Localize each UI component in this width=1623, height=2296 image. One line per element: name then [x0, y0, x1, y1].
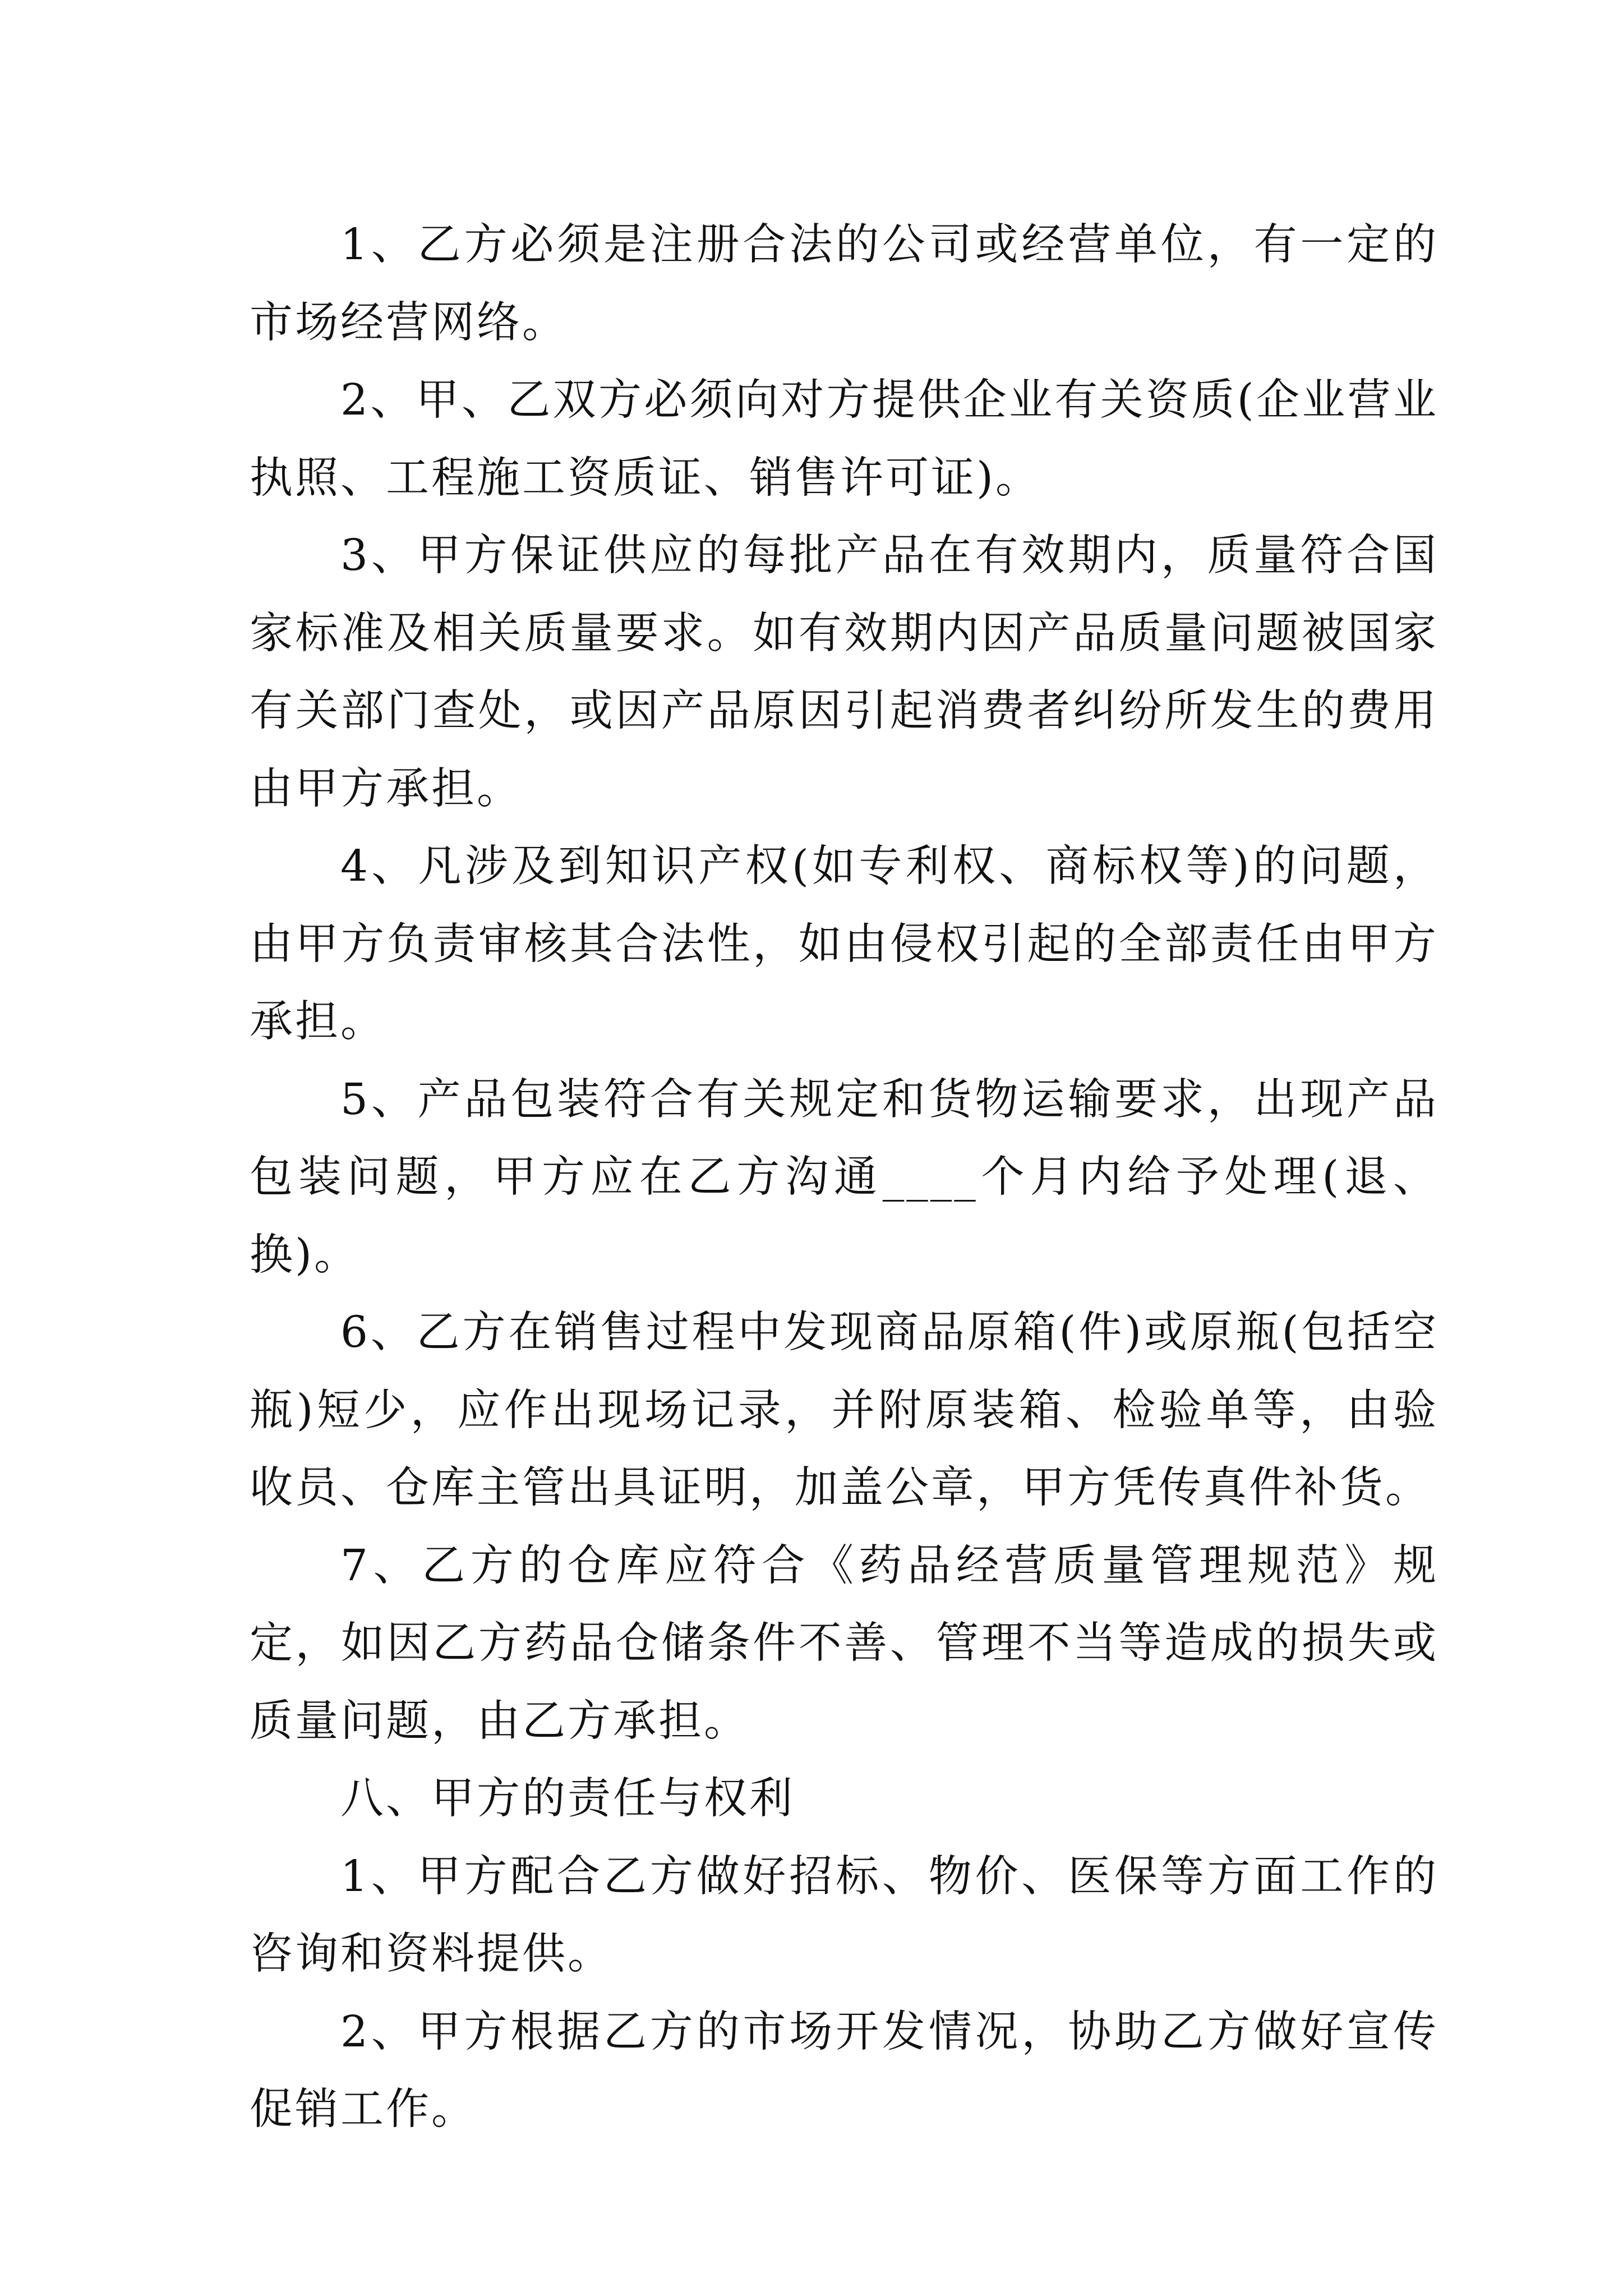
clause-2-credentials: 2、甲、乙双方必须向对方提供企业有关资质(企业营业执照、工程施工资质证、销售许可证)。 [250, 375, 1438, 503]
section8-clause-2: 2、甲方根据乙方的市场开发情况，协助乙方做好宣传促销工作。 [250, 2007, 1438, 2134]
section-heading-8: 八、甲方的责任与权利 [340, 1774, 795, 1824]
document-body [250, 206, 1438, 2149]
clause-3-quality: 3、甲方保证供应的每批产品在有效期内，质量符合国家标准及相关质量要求。如有效期内因产品质量问题被国家有关部门查处，或因产品原因引起消费者纠纷所发生的费用由甲方承担。 [250, 531, 1438, 814]
clause-6-shortage: 6、乙方在销售过程中发现商品原箱(件)或原瓶(包括空瓶)短少，应作出现场记录，并附原装箱、检验单等，由验收员、仓库主管出具证明，加盖公章，甲方凭传真件补货。 [250, 1308, 1438, 1513]
clause-4-ip: 4、凡涉及到知识产权(如专利权、商标权等)的问题，由甲方负责审核其合法性，如由侵权引起的全部责任由甲方承担。 [250, 841, 1438, 1047]
clause-5-packaging: 5、产品包装符合有关规定和货物运输要求，出现产品包装问题，甲方应在乙方沟通____个月内给予处理(退、换)。 [250, 1074, 1438, 1280]
clause-1-qualification: 1、乙方必须是注册合法的公司或经营单位，有一定的市场经营网络。 [250, 220, 1438, 348]
section8-clause-1: 1、甲方配合乙方做好招标、物价、医保等方面工作的咨询和资料提供。 [250, 1851, 1438, 1979]
clause-7-warehouse: 7、乙方的仓库应符合《药品经营质量管理规范》规定，如因乙方药品仓储条件不善、管理不当等造成的损失或质量问题，由乙方承担。 [250, 1540, 1438, 1746]
